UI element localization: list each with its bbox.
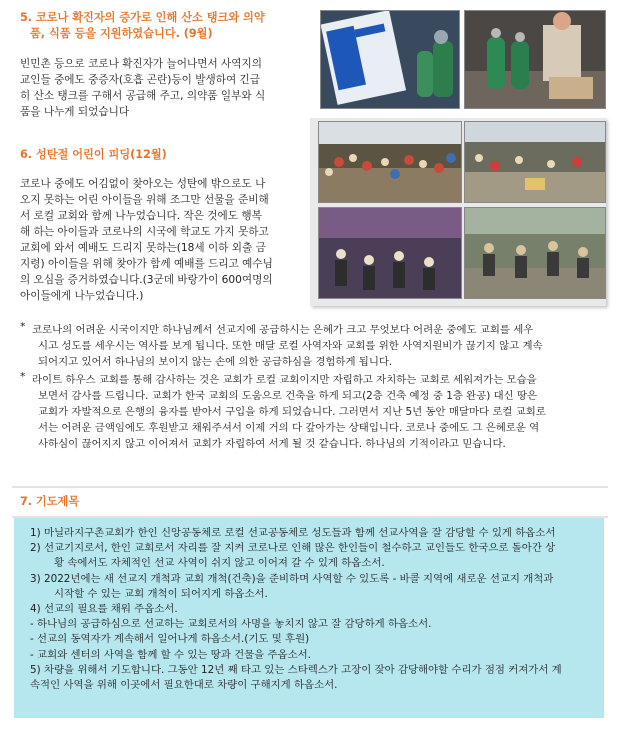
prayer-item: 시작할 수 있는 교회 개척이 되어지게 하옵소서. xyxy=(54,587,268,600)
prayer-item: 속적인 사역을 위해 이곳에서 필요한대로 차량이 구해지게 하옵소서. xyxy=(30,679,338,692)
box-of-nitrile-gloves-and-oxygen-tank-icon xyxy=(321,11,459,108)
photo-gifts xyxy=(464,121,606,203)
prayer-item: 3) 2022년에는 새 선교지 개척과 교회 개척(건축)을 준비하며 사역할 수 있도록 - 바콜 지역에 새로운 선교지 개척과 xyxy=(30,572,554,585)
prayer-item: - 하나님의 공급하심으로 선교하는 교회로서의 사명을 놓치지 않고 잘 감당하게 하옵소서. xyxy=(30,618,432,631)
section-5-line: 히 산소 탱크를 구해서 공급해 주고, 의약품 일부와 식 xyxy=(20,90,266,102)
section-6-line: 교회에 와서 예배도 드리지 못하는(18세 이하 외출 금 xyxy=(20,242,266,254)
section-6-line: 해 하는 아이들과 코로나의 시국에 학교도 가지 못하고 xyxy=(20,226,269,238)
prayer-heading-bar xyxy=(12,486,608,518)
note-line: 서는 어려운 금액임에도 후원받고 채워주셔서 이제 거의 다 갚아가는 상태입니다. 코로나 중에도 그 은혜로운 역 xyxy=(38,422,540,434)
note-line: 보면서 감사를 드립니다. 교회가 한국 교회의 도움으로 건축을 하게 되고(2층 건축 예정 중 1층 완공) 대신 땅은 xyxy=(38,390,538,402)
worship-service-icon xyxy=(319,208,461,298)
prayer-item: 2) 선교기지로서, 한인 교회로서 자리를 잘 지켜 코로나로 인해 많은 한인들이 철수하고 교인들도 한국으로 돌아간 상 xyxy=(30,542,556,555)
crowd-gathering-icon xyxy=(319,122,461,202)
note-2 xyxy=(20,370,608,452)
note-bullet: * xyxy=(20,320,26,333)
prayer-item: 5) 차량을 위해서 기도합니다. 그동안 12년 째 타고 있는 스타렉스가 고장이 잦아 감당해야할 수리가 점점 커져가서 계 xyxy=(30,663,562,676)
prayer-item: - 교회와 센터의 사역을 함께 할 수 있는 땅과 건물을 주옵소서. xyxy=(30,648,311,661)
prayer-item: 황 속에서도 자체적인 선교 사역이 쉬지 않고 이어져 갈 수 있게 하옵소서. xyxy=(54,557,385,570)
section-6-heading: 6. 성탄절 어린이 피딩(12월) xyxy=(20,148,167,161)
note-line: 코로나의 어려운 시국이지만 하나님께서 선교지에 공급하시는 은혜가 크고 무엇보다 어려운 중에도 교회를 세우 xyxy=(32,324,534,336)
note-bullet: * xyxy=(20,370,26,383)
section-5-line: 교인들 중에도 중증자(호흡 곤란)등이 발생하여 긴급 xyxy=(20,74,261,86)
section-6-line: 지령) 아이들을 위해 찾아가 함께 예배를 드리고 예수님 xyxy=(20,258,273,270)
note-line: 시고 성도를 세우시는 역사를 보게 됩니다. 또한 매달 로컬 사역자와 교회를 위한 사역지원비가 끊기지 않고 계속 xyxy=(38,340,543,352)
section-5-heading xyxy=(20,10,302,42)
photo-gloves-oxygen xyxy=(320,10,460,109)
prayer-item: - 선교의 동역자가 계속해서 일어나게 하옵소서.(기도 및 후원) xyxy=(30,633,310,646)
photo-crowd xyxy=(318,121,462,203)
section-5-heading-line-2: 품, 식품 등을 지원하였습니다. (9월) xyxy=(30,27,213,40)
oxygen-tank-delivery-icon xyxy=(465,11,605,108)
prayer-list xyxy=(30,526,598,693)
prayer-item: 1) 마닐라지구촌교회가 한인 신앙공동체로 로컬 선교공동체로 성도들과 함께 선교사역을 잘 감당할 수 있게 하옵소서 xyxy=(30,527,556,539)
section-5-line: 빈민촌 등으로 코로나 확진자가 늘어나면서 사역지의 xyxy=(20,58,262,70)
section-5-body xyxy=(20,56,308,120)
photo-oxygen-delivery xyxy=(464,10,606,109)
note-1 xyxy=(20,320,608,370)
photo-children-line xyxy=(464,207,606,299)
photo-worship xyxy=(318,207,462,299)
children-receiving-gifts-icon xyxy=(465,122,605,202)
prayer-box xyxy=(14,518,604,718)
section-6-line: 아이들에게 나누었습니다.) xyxy=(20,290,144,302)
section-6-line: 코로나 중에도 어김없이 찾아오는 성탄에 밖으로도 나 xyxy=(20,178,266,190)
note-line: 사하심이 끊어지지 않고 이어져서 교회가 자립하여 서게 될 것 같습니다. 하나님의 기적이라고 믿습니다. xyxy=(38,438,506,450)
prayer-heading: 7. 기도제목 xyxy=(20,495,80,508)
section-5-heading-line-1: 5. 코로나 확진자의 증가로 인해 산소 탱크와 의약 xyxy=(20,11,265,24)
children-in-line-icon xyxy=(465,208,605,298)
note-line: 되어지고 있어서 하나님의 보이지 않는 손에 의한 공급하심을 경험하게 됩니다. xyxy=(38,356,393,368)
section-6-line: 오지 못하는 어린 아이들을 위해 조그만 선물을 준비해 xyxy=(20,194,269,206)
section-5-line: 품을 나누게 되었습니다 xyxy=(20,106,130,118)
prayer-item: 4) 선교의 필요를 채워 주옵소서. xyxy=(30,603,178,616)
section-6-line: 서 로컬 교회와 함께 나누었습니다. 작은 것에도 행복 xyxy=(20,210,262,222)
note-line: 교회가 자발적으로 은행의 융자를 받아서 구입을 하게 되었습니다. 그러면서 지난 5년 동안 매달마다 로컬 교회로 xyxy=(38,406,546,418)
section-6-line: 의 오심을 증거하였습니다.(3군데 바랑가이 600여명의 xyxy=(20,274,273,286)
section-6-body xyxy=(20,176,310,304)
note-line: 라이트 하우스 교회를 통해 감사하는 것은 교회가 로컬 교회이지만 자립하고 자치하는 교회로 세워져가는 모습을 xyxy=(32,374,537,386)
